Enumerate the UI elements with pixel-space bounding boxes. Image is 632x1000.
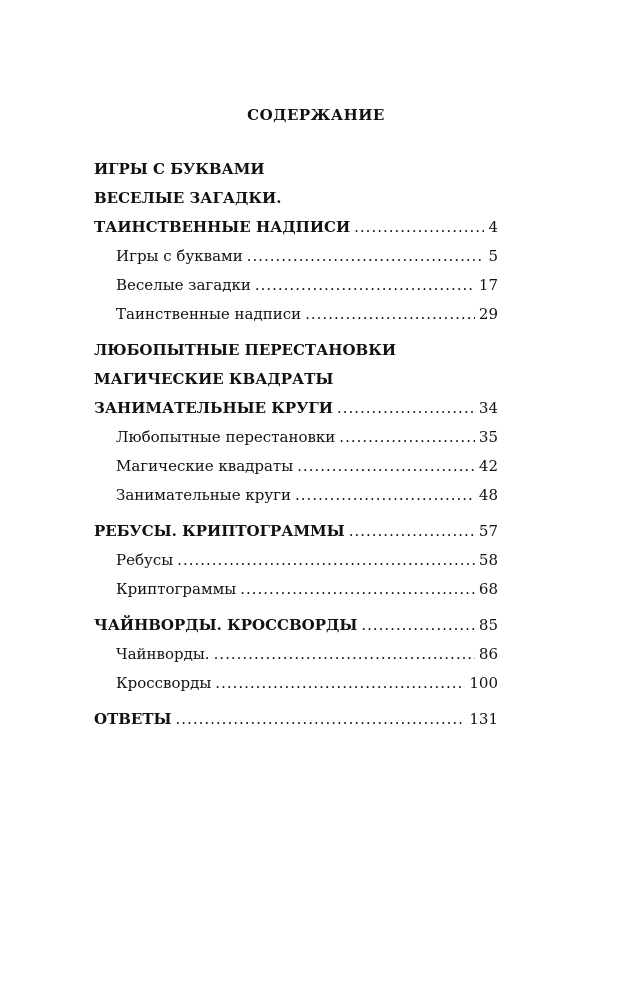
toc-section-heading[interactable]: [94, 218, 498, 247]
toc-section-heading[interactable]: [94, 370, 498, 399]
page-number: 68: [478, 580, 498, 598]
section-title-line: ТАИНСТВЕННЫЕ НАДПИСИ: [94, 218, 351, 236]
toc-entry[interactable]: [94, 305, 498, 334]
section-title-line: ОТВЕТЫ: [94, 710, 172, 728]
entry-title: Чайнворды.: [116, 645, 210, 663]
toc-entry[interactable]: [94, 674, 498, 703]
dot-leader: [295, 486, 475, 504]
dot-leader: [337, 399, 475, 417]
section-title-line: ЧАЙНВОРДЫ. КРОССВОРДЫ: [94, 616, 358, 634]
toc-entry[interactable]: [94, 645, 498, 674]
entry-title: Ребусы: [116, 551, 174, 569]
toc-section-heading[interactable]: [94, 189, 498, 218]
dot-leader: [361, 616, 475, 634]
section-title-line: РЕБУСЫ. КРИПТОГРАММЫ: [94, 522, 345, 540]
page-number: 85: [478, 616, 498, 634]
toc-entry[interactable]: [94, 428, 498, 457]
page-number: 5: [488, 247, 498, 265]
toc-section-heading[interactable]: [94, 399, 498, 428]
table-of-contents: [94, 160, 498, 739]
section-title-line: МАГИЧЕСКИЕ КВАДРАТЫ: [94, 370, 334, 388]
entry-title: Занимательные круги: [116, 486, 292, 504]
toc-section-heading[interactable]: [94, 160, 498, 189]
dot-leader: [176, 710, 466, 728]
dot-leader: [297, 457, 475, 475]
toc-entry[interactable]: [94, 551, 498, 580]
dot-leader: [177, 551, 475, 569]
dot-leader: [339, 428, 475, 446]
page-number: 17: [478, 276, 498, 294]
section-title-line: ЛЮБОПЫТНЫЕ ПЕРЕСТАНОВКИ: [94, 341, 397, 359]
entry-title: Криптограммы: [116, 580, 237, 598]
toc-entry[interactable]: [94, 486, 498, 515]
dot-leader: [247, 247, 485, 265]
dot-leader: [305, 305, 475, 323]
toc-entry[interactable]: [94, 580, 498, 609]
page-number: 48: [478, 486, 498, 504]
toc-section-heading[interactable]: [94, 710, 498, 739]
toc-entry[interactable]: [94, 247, 498, 276]
entry-title: Таинственные надписи: [116, 305, 302, 323]
page-number: 57: [478, 522, 498, 540]
toc-section-heading[interactable]: [94, 522, 498, 551]
entry-title: Веселые загадки: [116, 276, 251, 294]
toc-entry[interactable]: [94, 457, 498, 486]
page-number: 4: [488, 218, 498, 236]
page-title: СОДЕРЖАНИЕ: [247, 106, 385, 124]
dot-leader: [255, 276, 475, 294]
section-title-line: ВЕСЕЛЫЕ ЗАГАДКИ.: [94, 189, 282, 207]
dot-leader: [354, 218, 484, 236]
section-title-line: ИГРЫ С БУКВАМИ: [94, 160, 265, 178]
entry-title: Любопытные перестановки: [116, 428, 336, 446]
section-title-line: ЗАНИМАТЕЛЬНЫЕ КРУГИ: [94, 399, 333, 417]
entry-title: Кроссворды: [116, 674, 212, 692]
entry-title: Игры с буквами: [116, 247, 243, 265]
toc-section-heading[interactable]: [94, 616, 498, 645]
page-number: 131: [469, 710, 498, 728]
dot-leader: [240, 580, 475, 598]
entry-title: Магические квадраты: [116, 457, 294, 475]
toc-section-heading[interactable]: [94, 341, 498, 370]
page-number: 86: [478, 645, 498, 663]
page-number: 34: [478, 399, 498, 417]
page-number: 58: [478, 551, 498, 569]
page-number: 100: [469, 674, 498, 692]
dot-leader: [215, 674, 465, 692]
toc-entry[interactable]: [94, 276, 498, 305]
dot-leader: [349, 522, 475, 540]
page-number: 35: [478, 428, 498, 446]
page-number: 42: [478, 457, 498, 475]
dot-leader: [214, 645, 475, 663]
page-number: 29: [478, 305, 498, 323]
